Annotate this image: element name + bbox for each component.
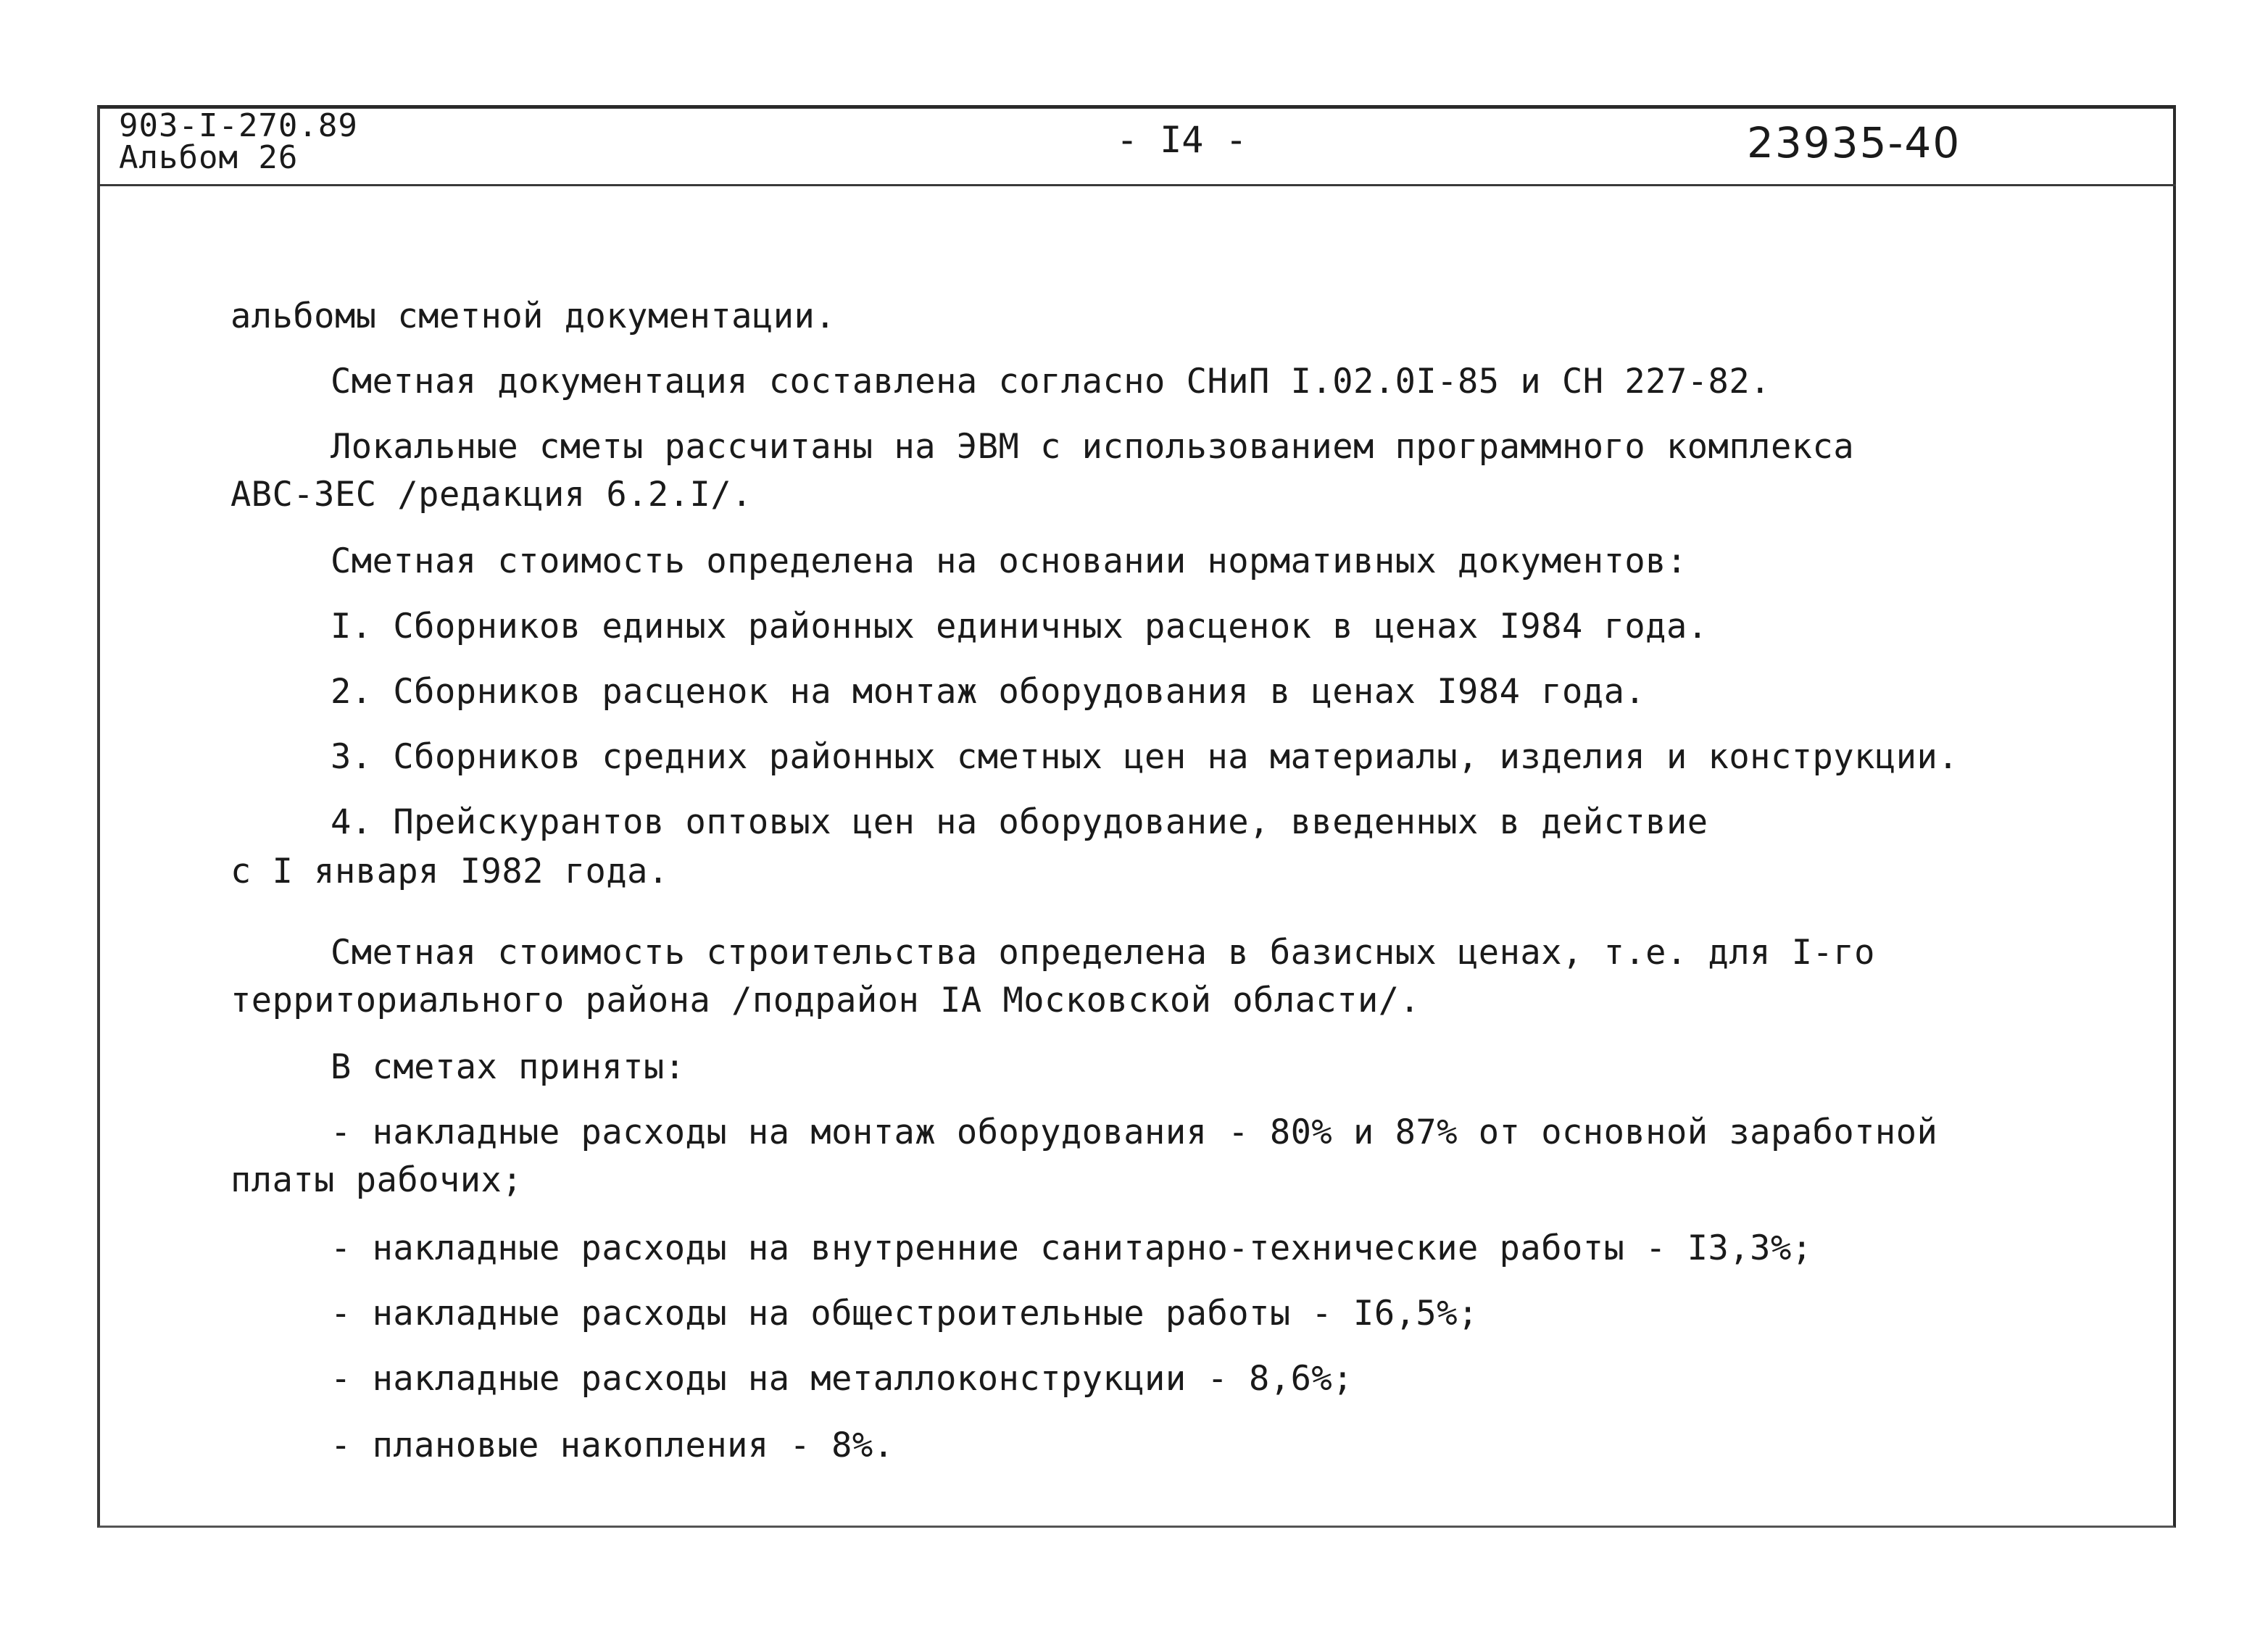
- text-line: альбомы сметной документации.: [230, 296, 836, 336]
- list-item: - накладные расходы на внутренние санитарно-технические работы - I3,3%;: [331, 1228, 1813, 1268]
- list-item-continuation: платы рабочих;: [230, 1160, 523, 1200]
- list-item: - накладные расходы на общестроительные работы - I6,5%;: [331, 1294, 1479, 1333]
- page-number: - I4 -: [1116, 119, 1247, 161]
- list-item: 4. Прейскурантов оптовых цен на оборудование, введенных в действие: [331, 802, 1708, 842]
- text-line: Сметная стоимость строительства определена в базисных ценах, т.е. для I-го: [331, 933, 1875, 973]
- text-line: территориального района /подрайон IА Московской области/.: [230, 981, 1421, 1020]
- list-item: - накладные расходы на монтаж оборудования - 80% и 87% от основной заработной: [331, 1112, 1938, 1152]
- stamp-album: Альбом 26: [119, 139, 299, 176]
- list-item: 3. Сборников средних районных сметных цен на материалы, изделия и конструкции.: [331, 737, 1959, 777]
- list-item: - плановые накопления - 8%.: [331, 1426, 894, 1465]
- text-line: АВС-ЗЕС /редакция 6.2.I/.: [230, 475, 752, 515]
- list-item: - накладные расходы на металлоконструкции - 8,6%;: [331, 1359, 1354, 1399]
- text-line: Сметная документация составлена согласно СНиП I.02.0I-85 и СН 227-82.: [331, 362, 1771, 401]
- text-line: В сметах приняты:: [331, 1047, 686, 1087]
- registration-number: 23935-40: [1747, 118, 1961, 167]
- text-line: Локальные сметы рассчитаны на ЭВМ с использованием программного комплекса: [331, 427, 1855, 467]
- stamp-doc-code: 903-I-270.89: [119, 107, 358, 144]
- list-item-continuation: с I января I982 года.: [230, 852, 669, 891]
- list-item: 2. Сборников расценок на монтаж оборудования в ценах I984 года.: [331, 672, 1646, 712]
- text-line: Сметная стоимость определена на основании нормативных документов:: [331, 541, 1687, 581]
- list-item: I. Сборников единых районных единичных расценок в ценах I984 года.: [331, 607, 1708, 646]
